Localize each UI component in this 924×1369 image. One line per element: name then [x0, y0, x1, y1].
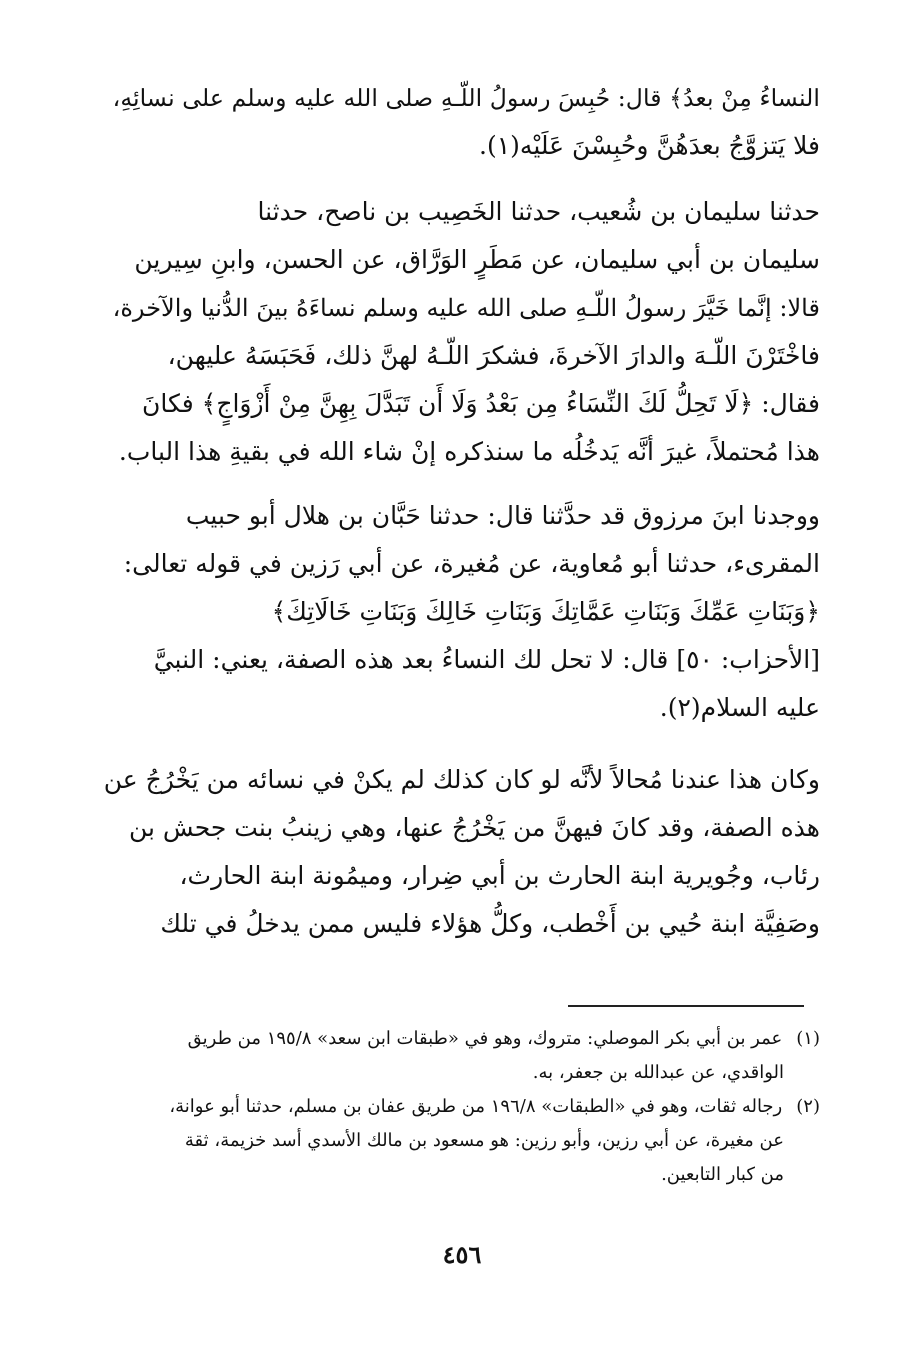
text-line: هذا مُحتملاً، غيرَ أنَّه يَدخُلُه ما سنذكره إنْ شاء الله في بقيةِ هذا الباب. [118, 437, 820, 466]
text-line: حدثنا سليمان بن شُعيب، حدثنا الخَصِيب بن ناصح، حدثنا [257, 197, 820, 226]
text-line: فلا يَتزوَّجُ بعدَهُنَّ وحُبِسْنَ عَلَيْه(١). [479, 131, 820, 160]
footnote-line [98, 1090, 820, 1124]
footnotes [98, 1022, 820, 1192]
footnote-line: من كبار التابعين. [661, 1164, 784, 1185]
text-line: [الأحزاب: ٥٠] قال: لا تحل لك النساءُ بعد هذه الصفة، يعني: النبيَّ [153, 645, 820, 674]
text-line: هذه الصفة، وقد كانَ فيهنَّ من يَخْرُجُ عنها، وهي زينبُ بنت جحش بن [128, 813, 820, 842]
text-line: فقال: ﴿لَا تَحِلُّ لَكَ النِّسَاءُ مِن بَعْدُ وَلَا أَن تَبَدَّلَ بِهِنَّ مِنْ أَزْوَاجٍ﴾ فكانَ [142, 389, 820, 418]
footnote-separator [568, 1005, 804, 1007]
text-line: وكان هذا عندنا مُحالاً لأنَّه لو كان كذلك لم يكنْ في نسائه من يَخْرُجُ عن [103, 765, 820, 794]
text-line: سليمان بن أبي سليمان، عن مَطَرٍ الوَرَّاق، عن الحسن، وابنِ سِيرين [134, 245, 820, 274]
footnote-number: (١) [796, 1028, 820, 1049]
footnote-text: عمر بن أبي بكر الموصلي: متروك، وهو في «طبقات ابن سعد» ١٩٥/٨ من طريق [187, 1028, 783, 1049]
footnote-line: عن مغيرة، عن أبي رزين، وأبو رزين: هو مسعود بن مالك الأسدي أسد خزيمة، ثقة [184, 1130, 784, 1151]
footnote-1 [98, 1022, 820, 1090]
text-line: وصَفِيَّة ابنة حُيي بن أَخْطب، وكلُّ هؤلاء فليس ممن يدخلُ في تلك [160, 909, 820, 938]
footnote-2 [98, 1090, 820, 1192]
text-line: فاخْتَرْنَ اللّـهَ والدارَ الآخرةَ، فشكرَ اللّـهُ لهنَّ ذلك، فَحَبَسَهُ عليهن، [167, 341, 820, 370]
page-number: ٤٥٦ [442, 1240, 482, 1269]
main-text [98, 74, 820, 948]
text-line: رئاب، وجُويرية ابنة الحارث بن أبي ضِرار، وميمُونة ابنة الحارث، [179, 861, 820, 890]
paragraph-2 [98, 188, 820, 476]
text-line: ووجدنا ابنَ مرزوق قد حدَّثنا قال: حدثنا حَبَّان بن هلال أبو حبيب [185, 501, 820, 530]
text-line: ﴿وَبَنَاتِ عَمِّكَ وَبَنَاتِ عَمَّاتِكَ وَبَنَاتِ خَالِكَ وَبَنَاتِ خَالَاتِكَ﴾ [271, 597, 820, 626]
paragraph-1 [98, 74, 820, 170]
footnote-text: رجاله ثقات، وهو في «الطبقات» ١٩٦/٨ من طريق عفان بن مسلم، حدثنا أبو عوانة، [169, 1096, 783, 1117]
text-line: المقرىء، حدثنا أبو مُعاوية، عن مُغيرة، عن أبي رَزين في قوله تعالى: [123, 549, 820, 578]
footnote-number: (٢) [796, 1096, 820, 1117]
footnote-line: الواقدي، عن عبدالله بن جعفر، به. [532, 1062, 784, 1083]
paragraph-4 [98, 756, 820, 948]
text-line: عليه السلام(٢). [659, 693, 820, 722]
paragraph-3 [98, 492, 820, 732]
footnote-line [98, 1022, 820, 1056]
text-line: النساءُ مِنْ بعدُ﴾ قال: حُبِسَ رسولُ اللّـهِ صلى الله عليه وسلم على نسائِهِ، [112, 84, 820, 112]
text-line: قالا: إنَّما خَيَّرَ رسولُ اللّـهِ صلى الله عليه وسلم نساءَهُ بينَ الدُّنيا والآخرة، [112, 294, 820, 322]
